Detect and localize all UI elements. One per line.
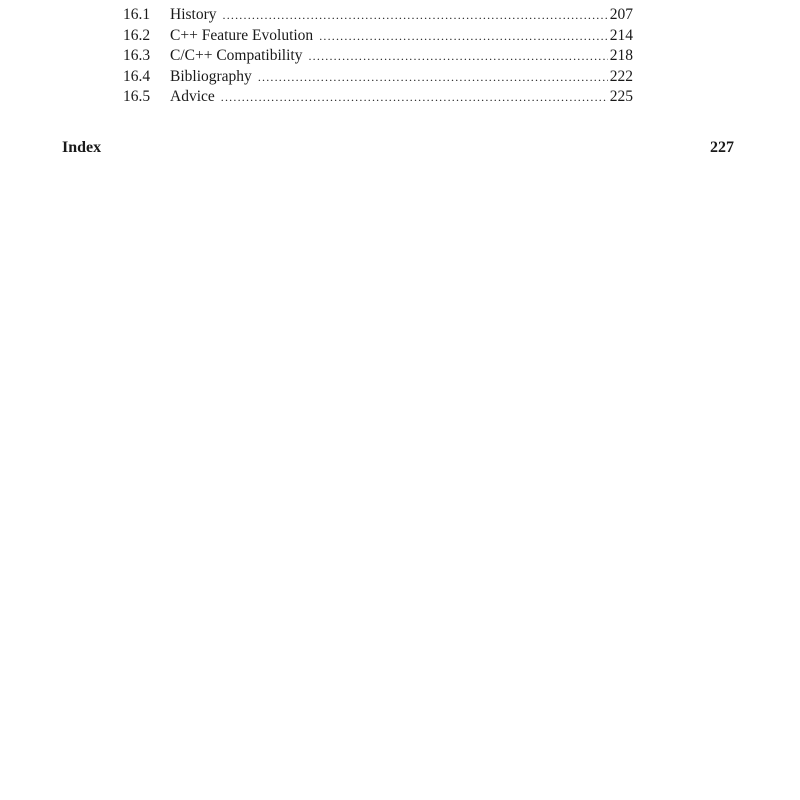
toc-entry-page: 207 (609, 6, 633, 23)
toc-entry-number: 16.4 (123, 67, 151, 85)
index-page-number: 227 (710, 139, 734, 156)
toc-entry-history[interactable] (123, 5, 633, 26)
toc-entry-number: 16.2 (123, 26, 151, 44)
toc-entry-title: C/C++ Compatibility (170, 47, 303, 65)
toc-entry-index[interactable] (62, 137, 734, 159)
toc-entry-page: 222 (609, 67, 633, 85)
toc-entry-compatibility[interactable] (123, 46, 633, 67)
toc-entry-page: 218 (609, 47, 633, 65)
toc-entry-title: Bibliography (170, 67, 252, 85)
toc-entry-page: 225 (609, 88, 633, 106)
index-title: Index (62, 139, 102, 156)
toc-entry-title: History (170, 6, 217, 23)
toc-dot-leader (319, 26, 608, 47)
toc-entry-title: C++ Feature Evolution (170, 26, 314, 44)
toc-entry-bibliography[interactable] (123, 67, 633, 88)
toc-entry-number: 16.3 (123, 47, 151, 65)
toc-entry-advice[interactable] (123, 87, 633, 108)
toc-entry-number: 16.5 (123, 88, 151, 106)
toc-dot-leader (223, 5, 608, 26)
toc-entry-feature-evolution[interactable] (123, 26, 633, 47)
toc-entry-page: 214 (609, 26, 633, 44)
toc-dot-leader (308, 46, 607, 67)
toc-entry-number: 16.1 (123, 6, 151, 23)
toc-entry-title: Advice (170, 88, 215, 106)
toc-dot-leader (258, 67, 608, 88)
toc-list (123, 5, 633, 108)
toc-dot-leader (221, 87, 608, 108)
